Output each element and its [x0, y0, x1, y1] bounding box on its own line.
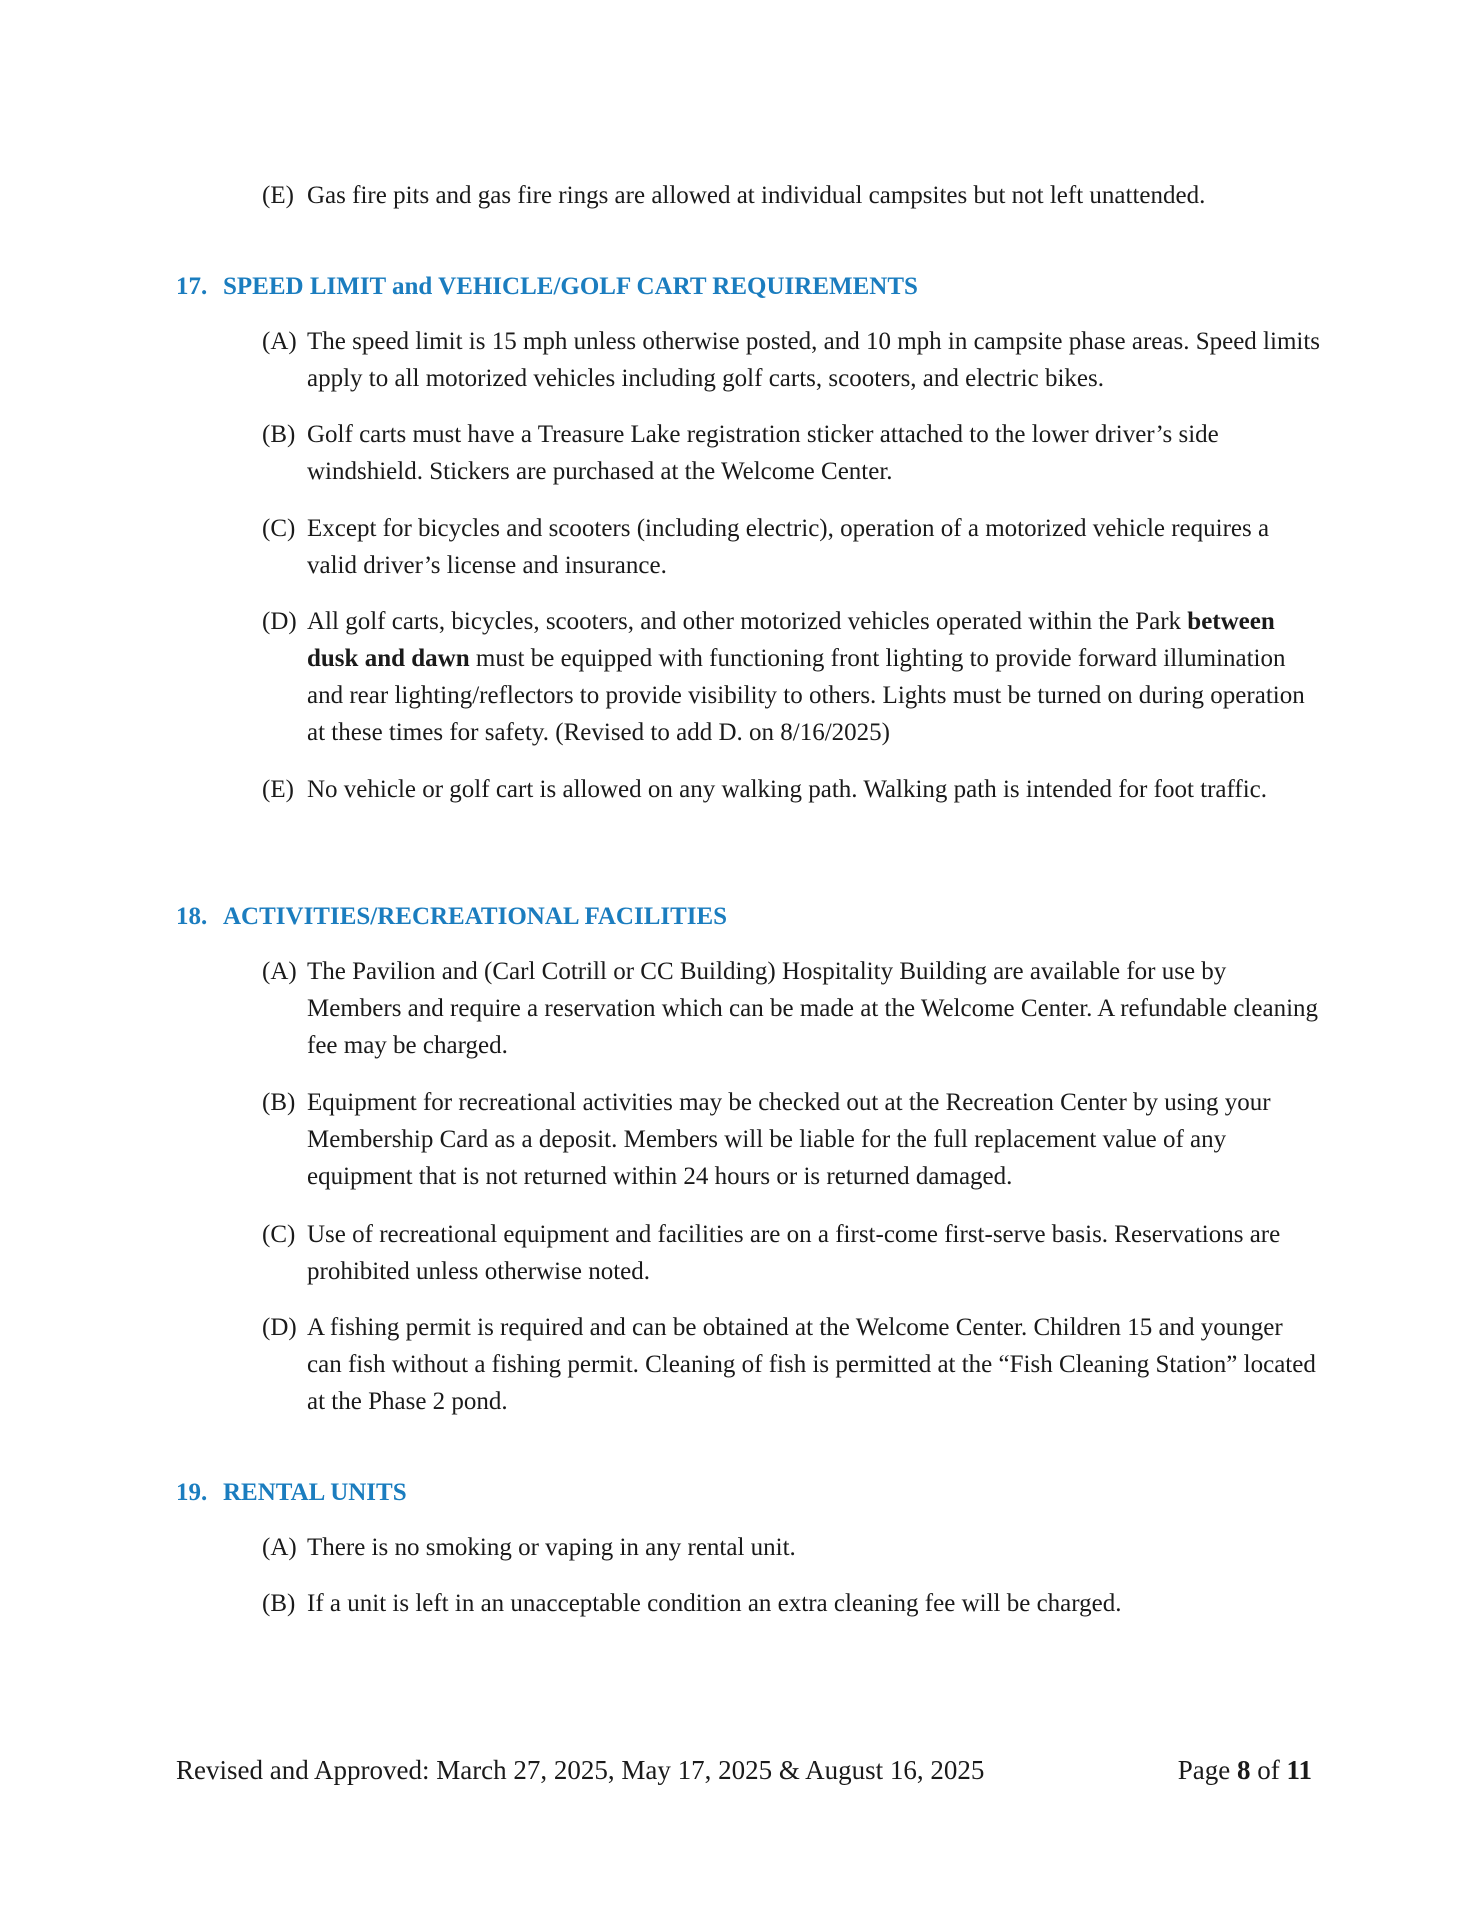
- list-item: [262, 510, 1322, 584]
- item-text-bold: between dusk and dawn: [307, 608, 1275, 672]
- item-text: There is no smoking or vaping in any rental unit.: [307, 1534, 796, 1561]
- list-item: [262, 771, 1322, 808]
- list-item: [262, 416, 1322, 490]
- page-footer: [176, 1752, 1312, 1788]
- section-heading-18: [176, 903, 727, 931]
- item-text: No vehicle or golf cart is allowed on any walking path. Walking path is intended for foot traffic.: [307, 776, 1267, 803]
- section-heading-17: [176, 273, 918, 301]
- item-text: Golf carts must have a Treasure Lake registration sticker attached to the lower driver’s side windshield. Stickers are purchased at the Welcome Center.: [307, 421, 1219, 485]
- list-item: [262, 1309, 1322, 1420]
- item-label: (A): [262, 958, 297, 985]
- section-number: 18.: [176, 903, 208, 930]
- item-text: Gas fire pits and gas fire rings are allowed at individual campsites but not left unattended.: [307, 182, 1206, 209]
- revision-note: Revised and Approved: March 27, 2025, May 17, 2025 & August 16, 2025: [176, 1755, 985, 1785]
- list-item: [262, 953, 1322, 1064]
- item-label: (D): [262, 608, 297, 635]
- item-label: (A): [262, 1534, 297, 1561]
- list-item: [262, 1529, 1322, 1566]
- item-label: (B): [262, 1089, 296, 1116]
- list-item: [262, 603, 1322, 751]
- section-title: ACTIVITIES/RECREATIONAL FACILITIES: [223, 903, 728, 930]
- section-title: RENTAL UNITS: [223, 1479, 407, 1506]
- list-item: [262, 1216, 1322, 1290]
- item-label: (B): [262, 421, 296, 448]
- page-word: Page: [1177, 1755, 1231, 1785]
- item-label: (C): [262, 1221, 296, 1248]
- section-heading-19: [176, 1479, 407, 1507]
- item-label: (E): [262, 182, 294, 209]
- page-total: 11: [1286, 1755, 1312, 1785]
- page-number: [1178, 1752, 1312, 1788]
- item-text: [307, 603, 1322, 751]
- item-label: (E): [262, 776, 294, 803]
- item-label: (A): [262, 328, 297, 355]
- list-item: [262, 1585, 1322, 1622]
- item-text-before: All golf carts, bicycles, scooters, and other motorized vehicles operated within the Park: [307, 608, 1182, 635]
- item-text: Except for bicycles and scooters (including electric), operation of a motorized vehicle requires a valid driver’s license and insurance.: [307, 515, 1270, 579]
- item-text: A fishing permit is required and can be obtained at the Welcome Center. Children 15 and younger can fish without a fishing permit. Cleaning of fish is permitted at the “Fish Cleaning Station” located at the Phase 2 pond.: [307, 1314, 1316, 1415]
- item-text: The Pavilion and (Carl Cotrill or CC Building) Hospitality Building are available for use by Members and require a reservation which can be made at the Welcome Center. A refundable cleaning fee may be charged.: [307, 958, 1319, 1059]
- item-text: Use of recreational equipment and facilities are on a first-come first-serve basis. Reservations are prohibited unless otherwise noted.: [307, 1221, 1281, 1285]
- section-number: 19.: [176, 1479, 208, 1506]
- item-label: (C): [262, 515, 296, 542]
- item-text: If a unit is left in an unacceptable condition an extra cleaning fee will be charged.: [307, 1590, 1122, 1617]
- item-label: (B): [262, 1590, 296, 1617]
- page-current: 8: [1236, 1755, 1251, 1785]
- section-number: 17.: [176, 273, 208, 300]
- of-word: of: [1257, 1755, 1280, 1785]
- list-item: [262, 1084, 1322, 1195]
- list-item: [262, 177, 1322, 214]
- list-item: [262, 323, 1322, 397]
- item-text-after: must be equipped with functioning front lighting to provide forward illumination and rear lighting/reflectors to provide visibility to others. Lights must be turned on during operation at these times for safety. (Revised to add D. on 8/16/2025): [307, 645, 1305, 746]
- item-label: (D): [262, 1314, 297, 1341]
- section-title: SPEED LIMIT and VEHICLE/GOLF CART REQUIREMENTS: [223, 273, 918, 300]
- item-text: The speed limit is 15 mph unless otherwise posted, and 10 mph in campsite phase areas. Speed limits apply to all motorized vehicles including golf carts, scooters, and electric bikes.: [307, 328, 1321, 392]
- item-text: Equipment for recreational activities may be checked out at the Recreation Center by using your Membership Card as a deposit. Members will be liable for the full replacement value of any equipment that is not returned within 24 hours or is returned damaged.: [307, 1089, 1271, 1190]
